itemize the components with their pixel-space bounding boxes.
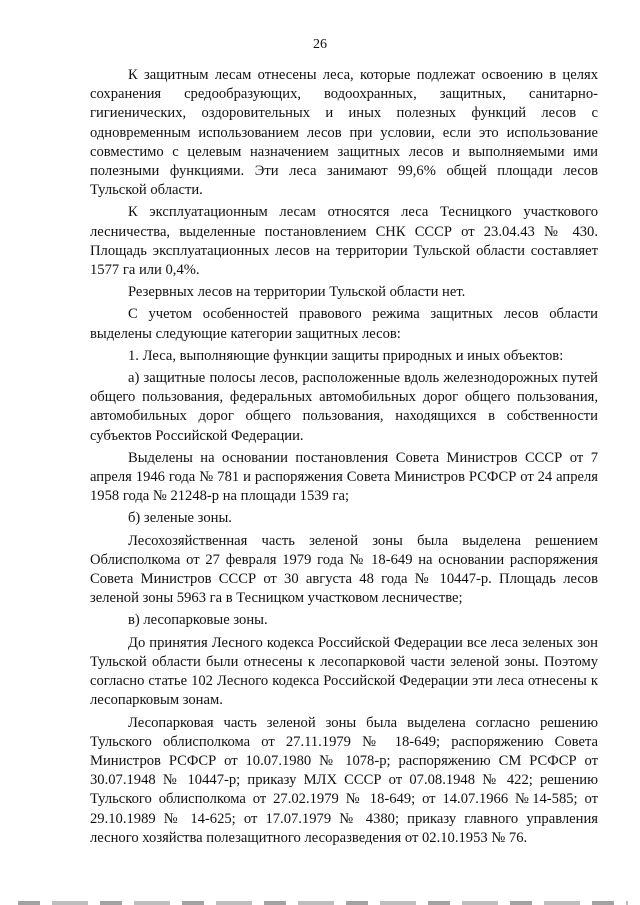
document-body: [90, 66, 598, 848]
paragraph-item-b: б) зеленые зоны.: [128, 510, 232, 527]
paragraph-categories-intro: С учетом особенностей правового режима защитных лесов области выделены следующие категории защитных лесов:: [90, 306, 598, 342]
scan-edge-divider: [18, 901, 628, 905]
paragraph-item-a-basis: Выделены на основании постановления Совета Министров СССР от 7 апреля 1946 года № 781 и распоряжения Совета Министров РСФСР от 24 апреля 1958 года № 21248-р на площади 1539 га;: [90, 449, 598, 505]
paragraph-item-c-history: До принятия Лесного кодекса Российской Федерации все леса зеленых зон Тульской области были отнесены к лесопарковой части зеленой зоны. Поэтому согласно статье 102 Лесного кодекса Российской Федерации эти леса отнесены к лесопарковым зонам.: [90, 634, 598, 709]
paragraph-item-c: в) лесопарковые зоны.: [128, 612, 268, 629]
page-number: 26: [313, 37, 327, 52]
paragraph-item-a: а) защитные полосы лесов, расположенные вдоль железнодорожных путей общего пользования, федеральных автомобильных дорог общего пользования, автомобильных дорог общего пользования, находящихся в собственности субъектов Российской Федерации.: [90, 370, 598, 444]
paragraph-item-b-basis: Лесохозяйственная часть зеленой зоны была выделена решением Облисполкома от 27 февраля 1979 года № 18-649 на основании распоряжения Совета Министров СССР от 30 августа 48 года № 10447-р. Площадь лесов зеленой зоны 5963 га в Тесницком участковом лесничестве;: [90, 532, 598, 607]
paragraph-exploitation-forests: К эксплуатационным лесам относятся леса Тесницкого участкового лесничества, выделенные постановлением СНК СССР от 23.04.43 № 430. Площадь эксплуатационных лесов на территории Тульской области составляет 1577 га или 0,4%.: [90, 204, 598, 279]
paragraph-reserve-forests: Резервных лесов на территории Тульской области нет.: [128, 284, 466, 301]
paragraph-item-c-basis: Лесопарковая часть зеленой зоны была выделена согласно решению Тульского облисполкома от 27.11.1979 № 18-649; распоряжению Совета Министров РСФСР от 10.07.1980 № 1078-р; распоряжению СМ РСФСР от 30.07.1948 № 10447-р; приказу МЛХ СССР от 07.08.1948 № 422; решению Тульского облисполкома от 27.02.1979 № 18-649; от 14.07.1966 №14-585; от 29.10.1989 № 14-625; от 17.07.1979 № 4380; приказу главного управления лесного хозяйства полезащитного лесоразведения от 02.10.1953 № 76.: [90, 714, 598, 846]
paragraph-protective-forests: К защитным лесам отнесены леса, которые подлежат освоению в целях сохранения средообразующих, водоохранных, защитных, санитарно-гигиенических, оздоровительных и иных полезных функций лесов с одновременным использованием лесов при условии, если это использование совместимо с целевым назначением защитных лесов и выполняемыми ими полезными функциями. Эти леса занимают 99,6% общей площади лесов Тульской области.: [90, 67, 598, 199]
paragraph-category-1: 1. Леса, выполняющие функции защиты природных и иных объектов:: [128, 347, 564, 364]
